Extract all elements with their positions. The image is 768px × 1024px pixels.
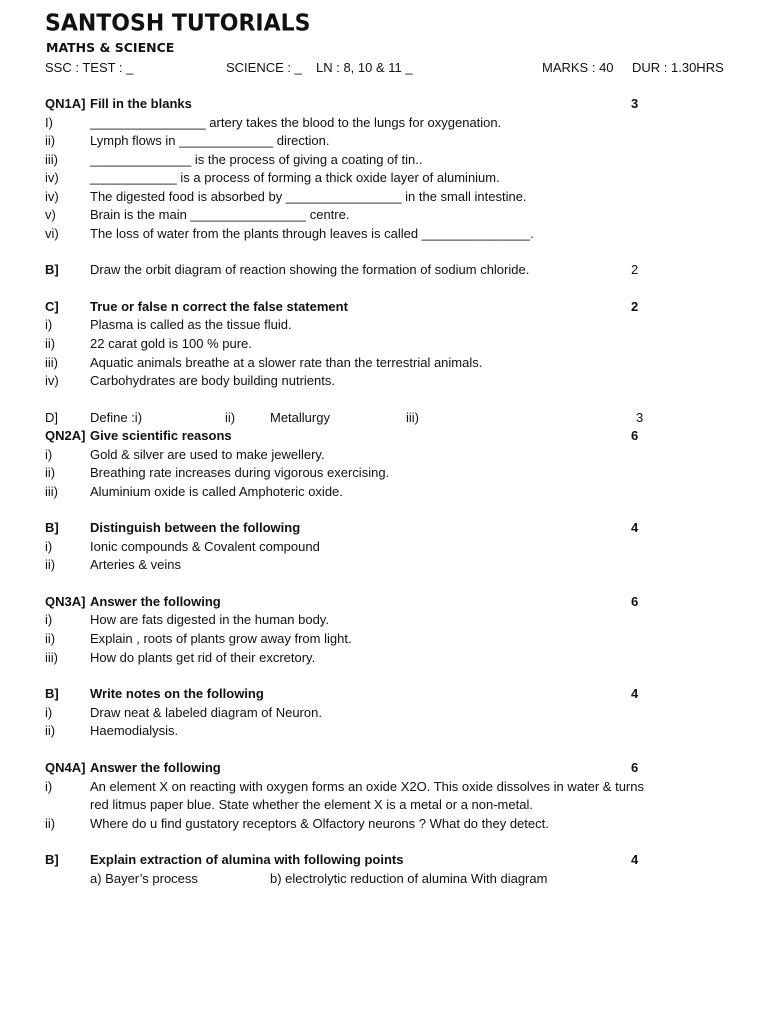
question-label: B] [45, 520, 59, 535]
question-marks: 4 [631, 520, 639, 535]
item-number: ii) [45, 631, 56, 646]
item-number: iii) [45, 152, 58, 167]
item-text: The loss of water from the plants through leaves is called _______________. [90, 226, 534, 241]
question-label: QN1A] [45, 96, 86, 111]
list-item [0, 355, 768, 373]
q1d-row [0, 410, 768, 428]
list-item [0, 373, 768, 391]
q3a-heading-row [0, 594, 768, 612]
marks-label: MARKS : 40 [542, 60, 614, 75]
list-item [0, 465, 768, 483]
list-item [0, 631, 768, 649]
list-item [0, 133, 768, 151]
question-heading: Write notes on the following [90, 686, 264, 701]
question-marks: 2 [631, 262, 639, 277]
item-number: ii) [45, 557, 56, 572]
item-number: i) [45, 612, 53, 627]
item-number: i) [45, 705, 53, 720]
list-item [0, 189, 768, 207]
item-text: Breathing rate increases during vigorous exercising. [90, 465, 390, 480]
list-item [0, 226, 768, 244]
q1a-heading-row [0, 96, 768, 114]
question-heading: Answer the following [90, 594, 221, 609]
item-text: Plasma is called as the tissue fluid. [90, 317, 292, 332]
item-number: iv) [45, 170, 59, 185]
question-marks: 3 [631, 96, 639, 111]
item-text: ______________ is the process of giving a coating of tin.. [90, 152, 423, 167]
item-number: i) [45, 539, 53, 554]
list-item [0, 336, 768, 354]
item-number: vi) [45, 226, 59, 241]
item-number: ii) [45, 723, 56, 738]
list-item [0, 650, 768, 668]
item-text: Aluminium oxide is called Amphoteric oxide. [90, 484, 343, 499]
item-text: Haemodialysis. [90, 723, 179, 738]
question-marks: 6 [631, 594, 639, 609]
item-number: ii) [45, 465, 56, 480]
q2b-heading-row [0, 520, 768, 538]
question-label: C] [45, 299, 59, 314]
item-number: i) [45, 447, 53, 462]
item-number: I) [45, 115, 53, 130]
q2a-heading-row [0, 428, 768, 446]
list-item [0, 723, 768, 741]
list-item [0, 115, 768, 133]
item-text: ________________ artery takes the blood to the lungs for oxygenation. [90, 115, 502, 130]
question-label: B] [45, 686, 59, 701]
item-number: ii) [45, 133, 56, 148]
list-item [0, 447, 768, 465]
item-number: ii) [45, 336, 56, 351]
question-marks: 6 [631, 428, 639, 443]
subject-label: SCIENCE : _ [226, 60, 302, 75]
item-text: red litmus paper blue. State whether the element X is a metal or a non-metal. [90, 797, 533, 812]
question-heading: Answer the following [90, 760, 221, 775]
item-text: Explain , roots of plants grow away from light. [90, 631, 352, 646]
q1b-row [0, 262, 768, 280]
list-item [0, 484, 768, 502]
question-text: Draw the orbit diagram of reaction showing the formation of sodium chloride. [90, 262, 530, 277]
q4a-heading-row [0, 760, 768, 778]
question-marks: 3 [636, 410, 644, 425]
item-text: Lymph flows in _____________ direction. [90, 133, 330, 148]
question-marks: 2 [631, 299, 639, 314]
q4b-heading-row [0, 852, 768, 870]
item-text: Draw neat & labeled diagram of Neuron. [90, 705, 322, 720]
list-item [0, 816, 768, 834]
item-text: b) electrolytic reduction of alumina With diagram [270, 871, 548, 886]
item-text: Brain is the main ________________ centre. [90, 207, 350, 222]
list-item [0, 170, 768, 188]
question-marks: 4 [631, 852, 639, 867]
q3b-heading-row [0, 686, 768, 704]
question-label: B] [45, 852, 59, 867]
question-marks: 4 [631, 686, 639, 701]
question-label: QN2A] [45, 428, 86, 443]
define-label: Define :i) [90, 410, 143, 425]
ssc-test-label: SSC : TEST : _ [45, 60, 134, 75]
question-label: B] [45, 262, 59, 277]
list-item [0, 152, 768, 170]
lessons-label: LN : 8, 10 & 11 _ [316, 60, 413, 75]
item-text: Ionic compounds & Covalent compound [90, 539, 320, 554]
item-number: ii) [225, 410, 236, 425]
question-heading: Give scientific reasons [90, 428, 232, 443]
list-item [0, 612, 768, 630]
institute-title: SANTOSH TUTORIALS [45, 10, 311, 37]
list-item-continuation [0, 797, 768, 815]
item-number: i) [45, 779, 53, 794]
list-item [0, 557, 768, 575]
item-text: The digested food is absorbed by ________________ in the small intestine. [90, 189, 527, 204]
question-marks: 6 [631, 760, 639, 775]
item-text: Gold & silver are used to make jewellery. [90, 447, 325, 462]
question-heading: Fill in the blanks [90, 96, 192, 111]
item-text: Carbohydrates are body building nutrients. [90, 373, 335, 388]
duration-label: DUR : 1.30HRS [632, 60, 724, 75]
q1c-heading-row [0, 299, 768, 317]
item-number: iii) [45, 484, 58, 499]
item-text: How are fats digested in the human body. [90, 612, 329, 627]
item-text: 22 carat gold is 100 % pure. [90, 336, 252, 351]
list-item [0, 871, 768, 889]
item-text: How do plants get rid of their excretory. [90, 650, 316, 665]
item-number: iv) [45, 373, 59, 388]
question-heading: Explain extraction of alumina with following points [90, 852, 404, 867]
question-heading: True or false n correct the false statement [90, 299, 348, 314]
item-text: a) Bayer’s process [90, 871, 198, 886]
item-text: Arteries & veins [90, 557, 182, 572]
item-number: iii) [406, 410, 419, 425]
item-number: ii) [45, 816, 56, 831]
question-label: D] [45, 410, 58, 425]
item-number: iii) [45, 355, 58, 370]
item-number: v) [45, 207, 56, 222]
item-number: i) [45, 317, 53, 332]
define-term: Metallurgy [270, 410, 330, 425]
list-item [0, 779, 768, 797]
institute-subtitle: MATHS & SCIENCE [46, 40, 175, 55]
item-text: An element X on reacting with oxygen forms an oxide X2O. This oxide dissolves in water & turns [90, 779, 644, 794]
question-heading: Distinguish between the following [90, 520, 301, 535]
question-label: QN3A] [45, 594, 86, 609]
list-item [0, 207, 768, 225]
item-text: Aquatic animals breathe at a slower rate than the terrestrial animals. [90, 355, 483, 370]
item-number: iv) [45, 189, 59, 204]
question-label: QN4A] [45, 760, 86, 775]
item-text: ____________ is a process of forming a thick oxide layer of aluminium. [90, 170, 500, 185]
list-item [0, 705, 768, 723]
list-item [0, 317, 768, 335]
list-item [0, 539, 768, 557]
item-number: iii) [45, 650, 58, 665]
item-text: Where do u find gustatory receptors & Olfactory neurons ? What do they detect. [90, 816, 549, 831]
